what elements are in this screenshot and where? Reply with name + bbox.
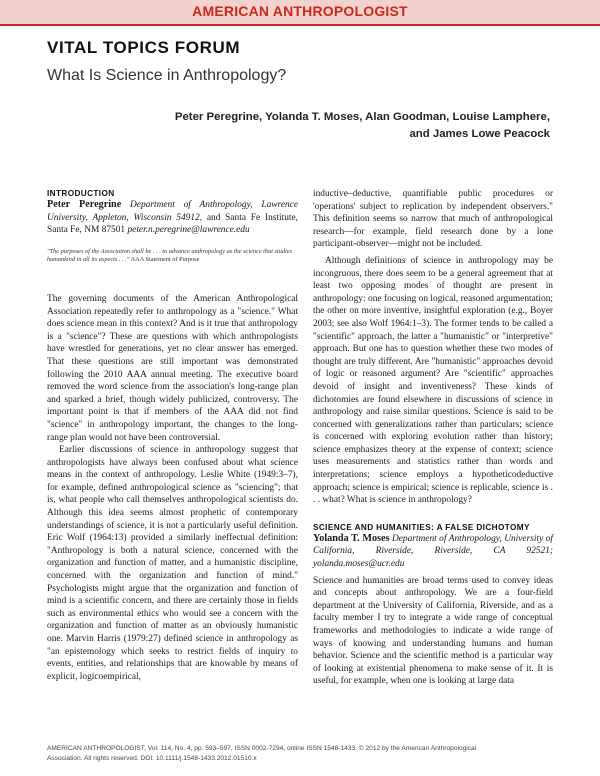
author-list — [110, 109, 550, 143]
article-title: What Is Science in Anthropology? — [47, 67, 287, 84]
left-column — [47, 188, 298, 683]
footer-rights: Association. All rights reserved. DOI: 10.1111/j.1548-1433.2012.01510.x — [47, 754, 257, 762]
section2-affiliation: Department of Anthropology, University of California, Riverside, Riverside, CA 92521; yolanda.moses@ucr.edu — [313, 533, 553, 570]
intro-paragraph-1: The governing documents of the American Anthropological Association repeatedly refer to anthropology as a "science." What does science mean in this context? And is it true that anthropology is a "science"? These are questions with which anthropologists have wrestled for generations, yet no clear answer has emerged. That these questions are still important was demonstrated following the 2010 AAA annual meeting. The executive board removed the word science from the association's long-range plan and sparked a brief, though widely publicized, controversy. The important point is that if members of the AAA did not find "science" in anthropology important, the changes to the long-range plan would not have been controversial. — [47, 293, 298, 443]
intro-paragraph-2: Earlier discussions of science in anthropology suggest that anthropologists have always been confused about what science means in the context of anthropology. Leslie White (1949:3–7), for example, defined anthropological science as "sciencing"; that is, what people who call themselves anthropological scientists do. Although this idea seems almost prophetic of contemporary understandings of science, it is not a particularly useful definition. Eric Wolf (1964:13) provided a similarly ineffectual definition: "Anthropology is both a natural science, concerned with the organization and function of matter, and a humanistic discipline, concerned with the organization and function of mind." Psychologists might argue that the organization and function of mind is a scientific concern, and there are certainly those in fields such as environmental ethics who would see a concern with the organization and function of matter as an obviously humanistic one. Marvin Harris (1979:27) defined science in anthropology as "an epistemology which seeks to restrict fields of inquiry to events, entities, and relationships that are knowable by means of explicit, logicoempirical, — [47, 445, 298, 682]
epigraph — [47, 248, 298, 265]
footer-line-1 — [47, 744, 553, 754]
section2-paragraph-1: Science and humanities are broad terms used to convey ideas and concepts about anthropology. We are a four-field department at the University of California, Riverside, and as a faculty member I try to integrate a wide range of conceptual frameworks and methodologies to indicate a wide range of ways of knowing and understanding humans and human behavior. Science and the scientific method is a particular way of looking at existential phenomena to make sense of it. It is useful, for example, when one is looking at large data — [313, 575, 553, 687]
intro-email: peter.n.peregrine@lawrence.edu — [127, 225, 250, 236]
footer-journal: AMERICAN ANTHROPOLOGIST, — [47, 745, 146, 752]
intro-byline — [47, 199, 298, 237]
section-heading-introduction: INTRODUCTION — [47, 189, 115, 198]
section2-byline — [313, 533, 553, 571]
footer-citation: Vol. 114, No. 4, pp. 593–597, ISSN 0002-7294, online ISSN 1548-1433. © 2012 by the American Anthropological — [147, 745, 477, 752]
forum-title: VITAL TOPICS FORUM — [47, 38, 241, 57]
intro-paragraph-3: inductive–deductive, quantifiable public procedures or 'operations' subject to replication by independent observers." This definition seems so narrow that much of anthropological research—for example, field research done by a lone participant-observer—might not be included. — [313, 189, 553, 250]
journal-name: AMERICAN ANTHROPOLOGIST — [192, 3, 408, 19]
intro-contact: and Santa Fe Institute, Santa Fe, NM 87501 — [47, 212, 299, 236]
authors-line-2: and James Lowe Peacock — [409, 128, 550, 140]
intro-affiliation: Department of Anthropology, Lawrence University, Appleton, Wisconsin 54912, — [47, 200, 298, 223]
intro-author-name: Peter Peregrine — [47, 199, 122, 210]
section-heading-science-humanities: SCIENCE AND HUMANITIES: A FALSE DICHOTOMY — [313, 522, 530, 532]
epigraph-source: AAA Statement of Purpose — [130, 256, 200, 264]
right-column — [313, 188, 553, 688]
section2-author-name: Yolanda T. Moses — [313, 532, 390, 544]
page-footer — [47, 744, 553, 763]
epigraph-quote: "The purposes of the Association shall be . . . to advance anthropology as the science that studies humankind in all its aspects . . ." — [47, 247, 293, 264]
authors-line-1: Peter Peregrine, Yolanda T. Moses, Alan Goodman, Louise Lamphere, — [174, 111, 550, 123]
journal-banner — [0, 0, 600, 26]
intro-paragraph-4: Although definitions of science in anthropology may be incongruous, there does seem to be a general agreement that at least two opposing modes of thought are present in anthropology: one focusing on logical, reasoned argumentation; the other on more inventive, insightful exploration (e.g., Boyer 2003; see also Wolf 1964:1–3). The former tends to be called a "scientific" approach, the latter a "humanistic" or "interpretive" approach. But one has to question whether these two modes of thought are truly different. Are "humanistic" approaches devoid of logic or reasoned argument? Are "scientific" approaches devoid of insight and inventiveness? These kinds of dichotomies are found elsewhere in discussions of science in anthropology and raise similar questions. Science is said to be concerned with generalizations rather than particulars; science is concerned with exploring evolution rather than history; science emphasizes theory at the expense of context; science uses measurements and statistics rather than words and interpretations; science employs a hypotheticodeductive approach; science is empirical; science is replicable, science is . . . what? What is science in anthropology? — [313, 255, 553, 506]
